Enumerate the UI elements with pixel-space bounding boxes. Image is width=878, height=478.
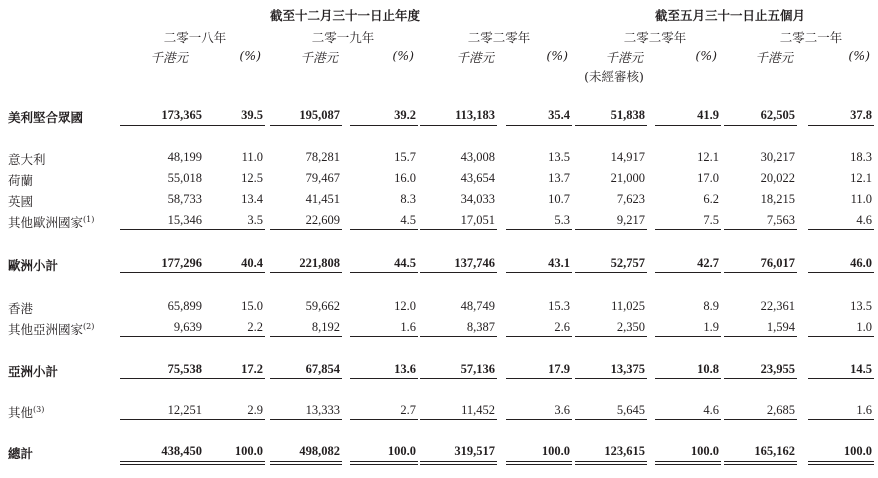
percent-cell: 14.5 (850, 362, 872, 376)
percent-cell: 40.4 (241, 256, 263, 270)
percent-cell: 100.0 (690, 444, 719, 458)
amount-cell: 62,505 (760, 108, 795, 122)
group-header-financial-year: 截至十二月三十一日止年度 (270, 8, 421, 23)
percent-cell: 15.7 (394, 150, 416, 164)
footnote-marker: (1) (83, 214, 95, 224)
pct-header: (%) (546, 48, 568, 63)
row-label-text: 香港 (8, 301, 34, 316)
amount-cell: 177,296 (161, 256, 202, 270)
footnote-marker: (2) (83, 321, 95, 331)
underline-rule (506, 336, 572, 337)
amount-cell: 11,452 (461, 403, 495, 417)
amount-cell: 17,051 (460, 213, 495, 227)
underline-rule (200, 464, 265, 465)
row-label-text: 歐洲小計 (8, 258, 59, 273)
amount-cell: 2,350 (616, 320, 645, 334)
percent-cell: 15.0 (241, 299, 263, 313)
underline-rule (655, 461, 721, 462)
underline-rule (506, 461, 572, 462)
percent-cell: 5.3 (554, 213, 570, 227)
underline-rule (420, 229, 497, 230)
unaudited-note: (未經審核) (584, 69, 644, 84)
row-label (8, 444, 33, 462)
underline-rule (655, 229, 721, 230)
underline-rule (655, 272, 721, 273)
underline-rule (808, 378, 874, 379)
unit-header: 千港元 (150, 50, 188, 65)
amount-cell: 173,365 (161, 108, 202, 122)
underline-rule (350, 378, 418, 379)
underline-rule (420, 464, 497, 465)
percent-cell: 13.5 (850, 299, 872, 313)
amount-cell: 34,033 (460, 192, 495, 206)
underline-rule (575, 229, 647, 230)
percent-cell: 100.0 (387, 444, 416, 458)
underline-rule (350, 461, 418, 462)
unit-header: 千港元 (456, 50, 494, 65)
amount-cell: 7,623 (616, 192, 645, 206)
underline-rule (506, 419, 572, 420)
amount-cell: 165,162 (754, 444, 795, 458)
underline-rule (200, 229, 265, 230)
amount-cell: 18,215 (760, 192, 795, 206)
row-label (8, 403, 44, 421)
amount-cell: 21,000 (610, 171, 645, 185)
underline-rule (724, 464, 797, 465)
row-label-text: 意大利 (8, 152, 46, 167)
amount-cell: 48,749 (460, 299, 495, 313)
underline-rule (120, 125, 204, 126)
amount-cell: 14,917 (610, 150, 645, 164)
percent-cell: 2.2 (247, 320, 263, 334)
amount-cell: 51,838 (610, 108, 645, 122)
percent-cell: 4.6 (703, 403, 719, 417)
row-label (8, 362, 58, 380)
underline-rule (655, 464, 721, 465)
amount-cell: 8,192 (311, 320, 340, 334)
underline-rule (506, 272, 572, 273)
row-label-text: 美利堅合眾國 (8, 110, 84, 125)
amount-cell: 55,018 (167, 171, 202, 185)
unit-header: 千港元 (755, 50, 793, 65)
amount-cell: 43,008 (460, 150, 495, 164)
underline-rule (120, 229, 204, 230)
percent-cell: 2.7 (400, 403, 416, 417)
underline-rule (724, 378, 797, 379)
underline-rule (575, 336, 647, 337)
pct-header: (%) (239, 48, 261, 63)
row-label-text: 其他亞洲國家 (8, 322, 84, 337)
amount-cell: 221,808 (299, 256, 340, 270)
percent-cell: 10.8 (697, 362, 719, 376)
underline-rule (575, 464, 647, 465)
year-header-2018: 二零一八年 (163, 30, 227, 45)
amount-cell: 9,217 (616, 213, 645, 227)
percent-cell: 43.1 (548, 256, 570, 270)
percent-cell: 13.4 (241, 192, 263, 206)
underline-rule (808, 229, 874, 230)
row-label-text: 其他 (8, 405, 34, 420)
underline-rule (120, 461, 204, 462)
amount-cell: 65,899 (167, 299, 202, 313)
underline-rule (575, 125, 647, 126)
percent-cell: 10.7 (548, 192, 570, 206)
underline-rule (575, 378, 647, 379)
underline-rule (506, 464, 572, 465)
percent-cell: 12.1 (850, 171, 872, 185)
underline-rule (420, 461, 497, 462)
underline-rule (420, 419, 497, 420)
underline-rule (350, 419, 418, 420)
underline-rule (200, 272, 265, 273)
underline-rule (350, 336, 418, 337)
underline-rule (350, 229, 418, 230)
underline-rule (808, 125, 874, 126)
amount-cell: 75,538 (167, 362, 202, 376)
underline-rule (724, 125, 797, 126)
unit-header: 千港元 (300, 50, 338, 65)
percent-cell: 13.6 (394, 362, 416, 376)
underline-rule (200, 419, 265, 420)
percent-cell: 100.0 (843, 444, 872, 458)
underline-rule (808, 419, 874, 420)
percent-cell: 3.5 (247, 213, 263, 227)
underline-rule (724, 461, 797, 462)
amount-cell: 137,746 (454, 256, 495, 270)
underline-rule (350, 272, 418, 273)
row-label-text: 其他歐洲國家 (8, 215, 84, 230)
underline-rule (200, 461, 265, 462)
amount-cell: 20,022 (760, 171, 795, 185)
percent-cell: 1.0 (856, 320, 872, 334)
underline-rule (575, 272, 647, 273)
row-label (8, 192, 33, 210)
pct-header: (%) (392, 48, 414, 63)
percent-cell: 3.6 (554, 403, 570, 417)
percent-cell: 2.6 (554, 320, 570, 334)
amount-cell: 58,733 (167, 192, 202, 206)
percent-cell: 41.9 (697, 108, 719, 122)
amount-cell: 23,955 (760, 362, 795, 376)
percent-cell: 1.6 (400, 320, 416, 334)
percent-cell: 35.4 (548, 108, 570, 122)
footnote-marker: (3) (33, 404, 45, 414)
row-label (8, 299, 33, 317)
amount-cell: 9,639 (173, 320, 202, 334)
underline-rule (120, 378, 204, 379)
amount-cell: 438,450 (161, 444, 202, 458)
pct-header: (%) (848, 48, 870, 63)
amount-cell: 498,082 (299, 444, 340, 458)
percent-cell: 13.7 (548, 171, 570, 185)
underline-rule (575, 461, 647, 462)
amount-cell: 8,387 (466, 320, 495, 334)
underline-rule (420, 125, 497, 126)
underline-rule (808, 336, 874, 337)
percent-cell: 42.7 (697, 256, 719, 270)
amount-cell: 319,517 (454, 444, 495, 458)
amount-cell: 11,025 (611, 299, 645, 313)
underline-rule (120, 272, 204, 273)
underline-rule (724, 272, 797, 273)
row-label (8, 108, 83, 126)
amount-cell: 67,854 (305, 362, 340, 376)
amount-cell: 2,685 (766, 403, 795, 417)
amount-cell: 13,333 (305, 403, 340, 417)
percent-cell: 8.9 (703, 299, 719, 313)
underline-rule (655, 378, 721, 379)
percent-cell: 15.3 (548, 299, 570, 313)
percent-cell: 100.0 (234, 444, 263, 458)
underline-rule (724, 336, 797, 337)
group-header-five-months: 截至五月三十一日止五個月 (655, 8, 806, 23)
amount-cell: 13,375 (610, 362, 645, 376)
underline-rule (655, 125, 721, 126)
percent-cell: 39.2 (394, 108, 416, 122)
amount-cell: 113,183 (455, 108, 495, 122)
percent-cell: 8.3 (400, 192, 416, 206)
percent-cell: 7.5 (703, 213, 719, 227)
amount-cell: 12,251 (167, 403, 202, 417)
percent-cell: 11.0 (241, 150, 263, 164)
percent-cell: 13.5 (548, 150, 570, 164)
underline-rule (270, 461, 342, 462)
underline-rule (808, 461, 874, 462)
percent-cell: 4.5 (400, 213, 416, 227)
percent-cell: 17.0 (697, 171, 719, 185)
underline-rule (120, 336, 204, 337)
amount-cell: 5,645 (616, 403, 645, 417)
amount-cell: 7,563 (766, 213, 795, 227)
underline-rule (120, 464, 204, 465)
amount-cell: 1,594 (766, 320, 795, 334)
percent-cell: 11.0 (850, 192, 872, 206)
underline-rule (506, 229, 572, 230)
percent-cell: 1.6 (856, 403, 872, 417)
underline-rule (506, 378, 572, 379)
row-label (8, 171, 33, 189)
underline-rule (420, 378, 497, 379)
underline-rule (120, 419, 204, 420)
row-label (8, 213, 94, 231)
underline-rule (270, 229, 342, 230)
amount-cell: 30,217 (760, 150, 795, 164)
underline-rule (270, 336, 342, 337)
amount-cell: 195,087 (299, 108, 340, 122)
amount-cell: 123,615 (604, 444, 645, 458)
amount-cell: 41,451 (305, 192, 340, 206)
row-label (8, 320, 94, 338)
underline-rule (655, 419, 721, 420)
percent-cell: 2.9 (247, 403, 263, 417)
underline-rule (270, 125, 342, 126)
underline-rule (350, 125, 418, 126)
percent-cell: 18.3 (850, 150, 872, 164)
percent-cell: 46.0 (850, 256, 872, 270)
amount-cell: 22,361 (760, 299, 795, 313)
percent-cell: 17.9 (548, 362, 570, 376)
underline-rule (724, 419, 797, 420)
underline-rule (808, 464, 874, 465)
amount-cell: 52,757 (610, 256, 645, 270)
row-label-text: 亞洲小計 (8, 364, 59, 379)
percent-cell: 16.0 (394, 171, 416, 185)
percent-cell: 1.9 (703, 320, 719, 334)
amount-cell: 48,199 (167, 150, 202, 164)
percent-cell: 4.6 (856, 213, 872, 227)
amount-cell: 79,467 (305, 171, 340, 185)
percent-cell: 17.2 (241, 362, 263, 376)
underline-rule (200, 336, 265, 337)
amount-cell: 15,346 (167, 213, 202, 227)
percent-cell: 12.0 (394, 299, 416, 313)
year-header-2020: 二零二零年 (467, 30, 531, 45)
amount-cell: 59,662 (305, 299, 340, 313)
underline-rule (575, 419, 647, 420)
percent-cell: 44.5 (394, 256, 416, 270)
unit-header: 千港元 (605, 50, 643, 65)
underline-rule (350, 464, 418, 465)
row-label-text: 總計 (8, 446, 34, 461)
underline-rule (655, 336, 721, 337)
underline-rule (808, 272, 874, 273)
underline-rule (270, 378, 342, 379)
amount-cell: 57,136 (460, 362, 495, 376)
row-label-text: 英國 (8, 194, 34, 209)
row-label (8, 150, 46, 168)
percent-cell: 100.0 (541, 444, 570, 458)
underline-rule (506, 125, 572, 126)
percent-cell: 6.2 (703, 192, 719, 206)
row-label (8, 256, 58, 274)
year-header-2021-5m: 二零二一年 (779, 30, 843, 45)
percent-cell: 12.1 (697, 150, 719, 164)
underline-rule (270, 272, 342, 273)
underline-rule (724, 229, 797, 230)
percent-cell: 12.5 (241, 171, 263, 185)
row-label-text: 荷蘭 (8, 173, 34, 188)
underline-rule (270, 419, 342, 420)
year-header-2020-5m: 二零二零年 (623, 30, 687, 45)
percent-cell: 37.8 (850, 108, 872, 122)
underline-rule (200, 378, 265, 379)
underline-rule (420, 336, 497, 337)
underline-rule (270, 464, 342, 465)
amount-cell: 78,281 (305, 150, 340, 164)
amount-cell: 76,017 (760, 256, 795, 270)
underline-rule (200, 125, 265, 126)
percent-cell: 39.5 (241, 108, 263, 122)
amount-cell: 43,654 (460, 171, 495, 185)
year-header-2019: 二零一九年 (311, 30, 375, 45)
pct-header: (%) (695, 48, 717, 63)
underline-rule (420, 272, 497, 273)
amount-cell: 22,609 (305, 213, 340, 227)
